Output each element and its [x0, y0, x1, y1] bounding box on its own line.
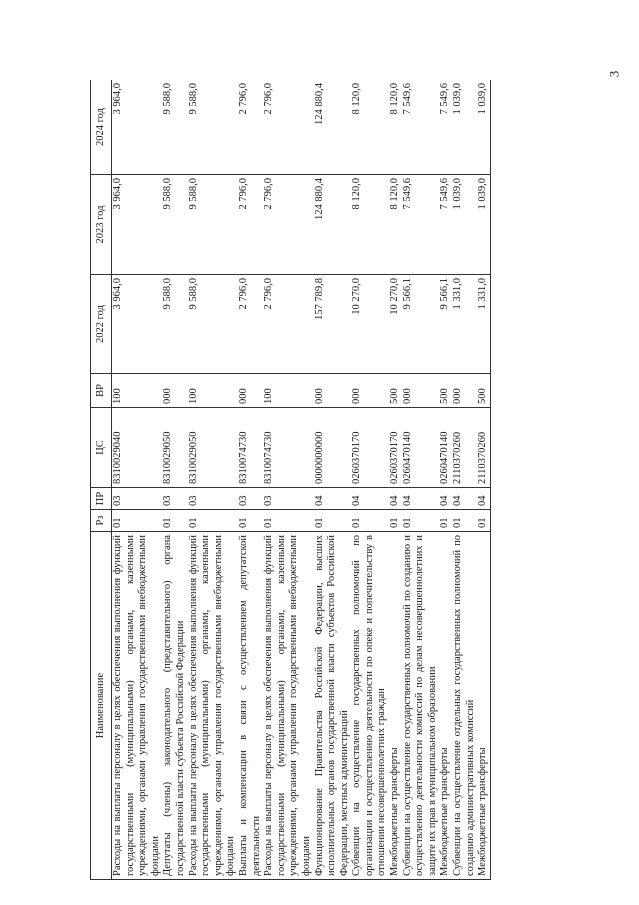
- row-cs: 8310029050: [162, 408, 187, 488]
- row-pr: 03: [263, 488, 313, 510]
- row-rz: 01: [188, 510, 238, 532]
- row-value-2024: 1 039,0: [477, 80, 490, 175]
- row-rz: 01: [314, 510, 352, 532]
- row-value-2023: 1 039,0: [477, 175, 490, 275]
- row-value-2022: 9 588,0: [188, 275, 238, 374]
- row-cs: 2110370260: [477, 408, 490, 488]
- page-number: 3: [605, 70, 621, 78]
- table-row: [238, 80, 263, 880]
- row-value-2022: 10 270,0: [351, 275, 389, 374]
- row-cs: 2110370260: [452, 408, 477, 488]
- row-value-2024: 124 880,4: [314, 80, 352, 175]
- row-value-2024: 8 120,0: [351, 80, 389, 175]
- row-rz: 01: [477, 510, 490, 532]
- table-row: [477, 80, 490, 880]
- row-rz: 01: [238, 510, 263, 532]
- row-name: Субвенции на осуществление государственных полномочий по организации и осуществлению деятельности по опеке и попечительству в отношении несовершеннолетних граждан: [351, 532, 389, 880]
- table-row: [162, 80, 187, 880]
- row-value-2024: 7 549,6: [402, 80, 440, 175]
- row-rz: 01: [452, 510, 477, 532]
- row-value-2024: 8 120,0: [389, 80, 402, 175]
- row-value-2022: 10 270,0: [389, 275, 402, 374]
- row-vr: 000: [162, 374, 187, 408]
- row-pr: 04: [402, 488, 440, 510]
- row-value-2023: 9 588,0: [188, 175, 238, 275]
- row-rz: 01: [263, 510, 313, 532]
- row-vr: 500: [439, 374, 452, 408]
- row-cs: 8310029050: [188, 408, 238, 488]
- header-2023: 2023 год: [91, 175, 112, 275]
- row-value-2023: 2 796,0: [238, 175, 263, 275]
- row-cs: 8310074730: [238, 408, 263, 488]
- row-value-2024: 9 588,0: [162, 80, 187, 175]
- table-header-row: [91, 80, 112, 880]
- row-value-2024: 2 796,0: [263, 80, 313, 175]
- row-vr: 000: [314, 374, 352, 408]
- row-vr: 000: [452, 374, 477, 408]
- row-pr: 04: [314, 488, 352, 510]
- row-pr: 04: [389, 488, 402, 510]
- row-value-2022: 1 331,0: [452, 275, 477, 374]
- header-rz: Рз: [91, 510, 112, 532]
- row-value-2023: 124 880,4: [314, 175, 352, 275]
- row-value-2022: 9 588,0: [162, 275, 187, 374]
- row-pr: 04: [452, 488, 477, 510]
- row-pr: 03: [162, 488, 187, 510]
- row-rz: 01: [439, 510, 452, 532]
- table-row: [389, 80, 402, 880]
- row-vr: 100: [112, 374, 163, 408]
- row-value-2024: 3 964,0: [112, 80, 163, 175]
- row-rz: 01: [402, 510, 440, 532]
- row-vr: 500: [389, 374, 402, 408]
- row-value-2023: 7 549,6: [439, 175, 452, 275]
- row-value-2022: 9 566,1: [439, 275, 452, 374]
- table-row: [402, 80, 440, 880]
- row-vr: 500: [477, 374, 490, 408]
- row-value-2022: 1 331,0: [477, 275, 490, 374]
- row-pr: 03: [112, 488, 163, 510]
- row-value-2024: 1 039,0: [452, 80, 477, 175]
- row-value-2022: 3 964,0: [112, 275, 163, 374]
- row-name: Субвенции на осуществление отдельных государственных полномочий по созданию административных комиссий: [452, 532, 477, 880]
- row-vr: 100: [188, 374, 238, 408]
- header-2024: 2024 год: [91, 80, 112, 175]
- budget-table: [90, 80, 491, 880]
- header-pr: ПР: [91, 488, 112, 510]
- row-vr: 100: [263, 374, 313, 408]
- rotated-page-content: [90, 80, 635, 880]
- budget-table-container: [90, 80, 635, 880]
- row-cs: 0260370170: [351, 408, 389, 488]
- row-rz: 01: [162, 510, 187, 532]
- table-row: [314, 80, 352, 880]
- row-rz: 01: [351, 510, 389, 532]
- row-cs: 0260470140: [439, 408, 452, 488]
- row-value-2023: 3 964,0: [112, 175, 163, 275]
- row-name: Субвенции на осуществление государственных полномочий по созданию и осуществлению деятельности комиссий по делам несовершеннолетних и защите их прав в муниципальном образовании: [402, 532, 440, 880]
- header-cs: ЦС: [91, 408, 112, 488]
- header-vr: ВР: [91, 374, 112, 408]
- row-name: Расходы на выплаты персоналу в целях обеспечения выполнения функций государственными (муниципальными) органами, казенными учреждениями, органами управления государственными внебюджетными фондами: [263, 532, 313, 880]
- row-cs: 0260370170: [389, 408, 402, 488]
- row-value-2024: 2 796,0: [238, 80, 263, 175]
- table-row: [452, 80, 477, 880]
- row-value-2023: 1 039,0: [452, 175, 477, 275]
- header-name: Наименование: [91, 532, 112, 880]
- row-value-2023: 2 796,0: [263, 175, 313, 275]
- row-value-2022: 157 789,8: [314, 275, 352, 374]
- row-rz: 01: [389, 510, 402, 532]
- table-row: [112, 80, 163, 880]
- row-name: Расходы на выплаты персоналу в целях обеспечения выполнения функций государственными (муниципальными) органами, казенными учреждениями, органами управления государственными внебюджетными фондами: [188, 532, 238, 880]
- row-value-2024: 9 588,0: [188, 80, 238, 175]
- table-row: [351, 80, 389, 880]
- table-row: [188, 80, 238, 880]
- row-cs: 0000000000: [314, 408, 352, 488]
- row-cs: 8310029040: [112, 408, 163, 488]
- row-name: Межбюджетные трансферты: [389, 532, 402, 880]
- row-value-2024: 7 549,6: [439, 80, 452, 175]
- row-name: Расходы на выплаты персоналу в целях обеспечения выполнения функций государственными (муниципальными) органами, казенными учреждениями, органами управления государственными внебюджетными фондами: [112, 532, 163, 880]
- row-pr: 03: [188, 488, 238, 510]
- row-vr: 000: [351, 374, 389, 408]
- row-value-2022: 2 796,0: [263, 275, 313, 374]
- row-pr: 03: [238, 488, 263, 510]
- row-name: Выплаты и компенсации в связи с осуществлением депутатской деятельности: [238, 532, 263, 880]
- header-2022: 2022 год: [91, 275, 112, 374]
- row-value-2022: 9 566,1: [402, 275, 440, 374]
- row-vr: 000: [402, 374, 440, 408]
- row-name: Межбюджетные трансферты: [439, 532, 452, 880]
- table-body: [112, 80, 491, 880]
- row-pr: 04: [477, 488, 490, 510]
- row-name: Функционирование Правительства Российской Федерации, высших исполнительных органов государственной власти субъектов Российской Федерации, местных администраций: [314, 532, 352, 880]
- row-value-2023: 8 120,0: [351, 175, 389, 275]
- table-row: [439, 80, 452, 880]
- row-rz: 01: [112, 510, 163, 532]
- row-pr: 04: [439, 488, 452, 510]
- row-vr: 000: [238, 374, 263, 408]
- row-value-2022: 2 796,0: [238, 275, 263, 374]
- row-value-2023: 9 588,0: [162, 175, 187, 275]
- row-name: Депутаты (члены) законодательного (представительного) органа государственной власти субъекта Российской Федерации: [162, 532, 187, 880]
- table-row: [263, 80, 313, 880]
- row-cs: 8310074730: [263, 408, 313, 488]
- row-value-2023: 8 120,0: [389, 175, 402, 275]
- row-cs: 0260470140: [402, 408, 440, 488]
- row-pr: 04: [351, 488, 389, 510]
- row-name: Межбюджетные трансферты: [477, 532, 490, 880]
- row-value-2023: 7 549,6: [402, 175, 440, 275]
